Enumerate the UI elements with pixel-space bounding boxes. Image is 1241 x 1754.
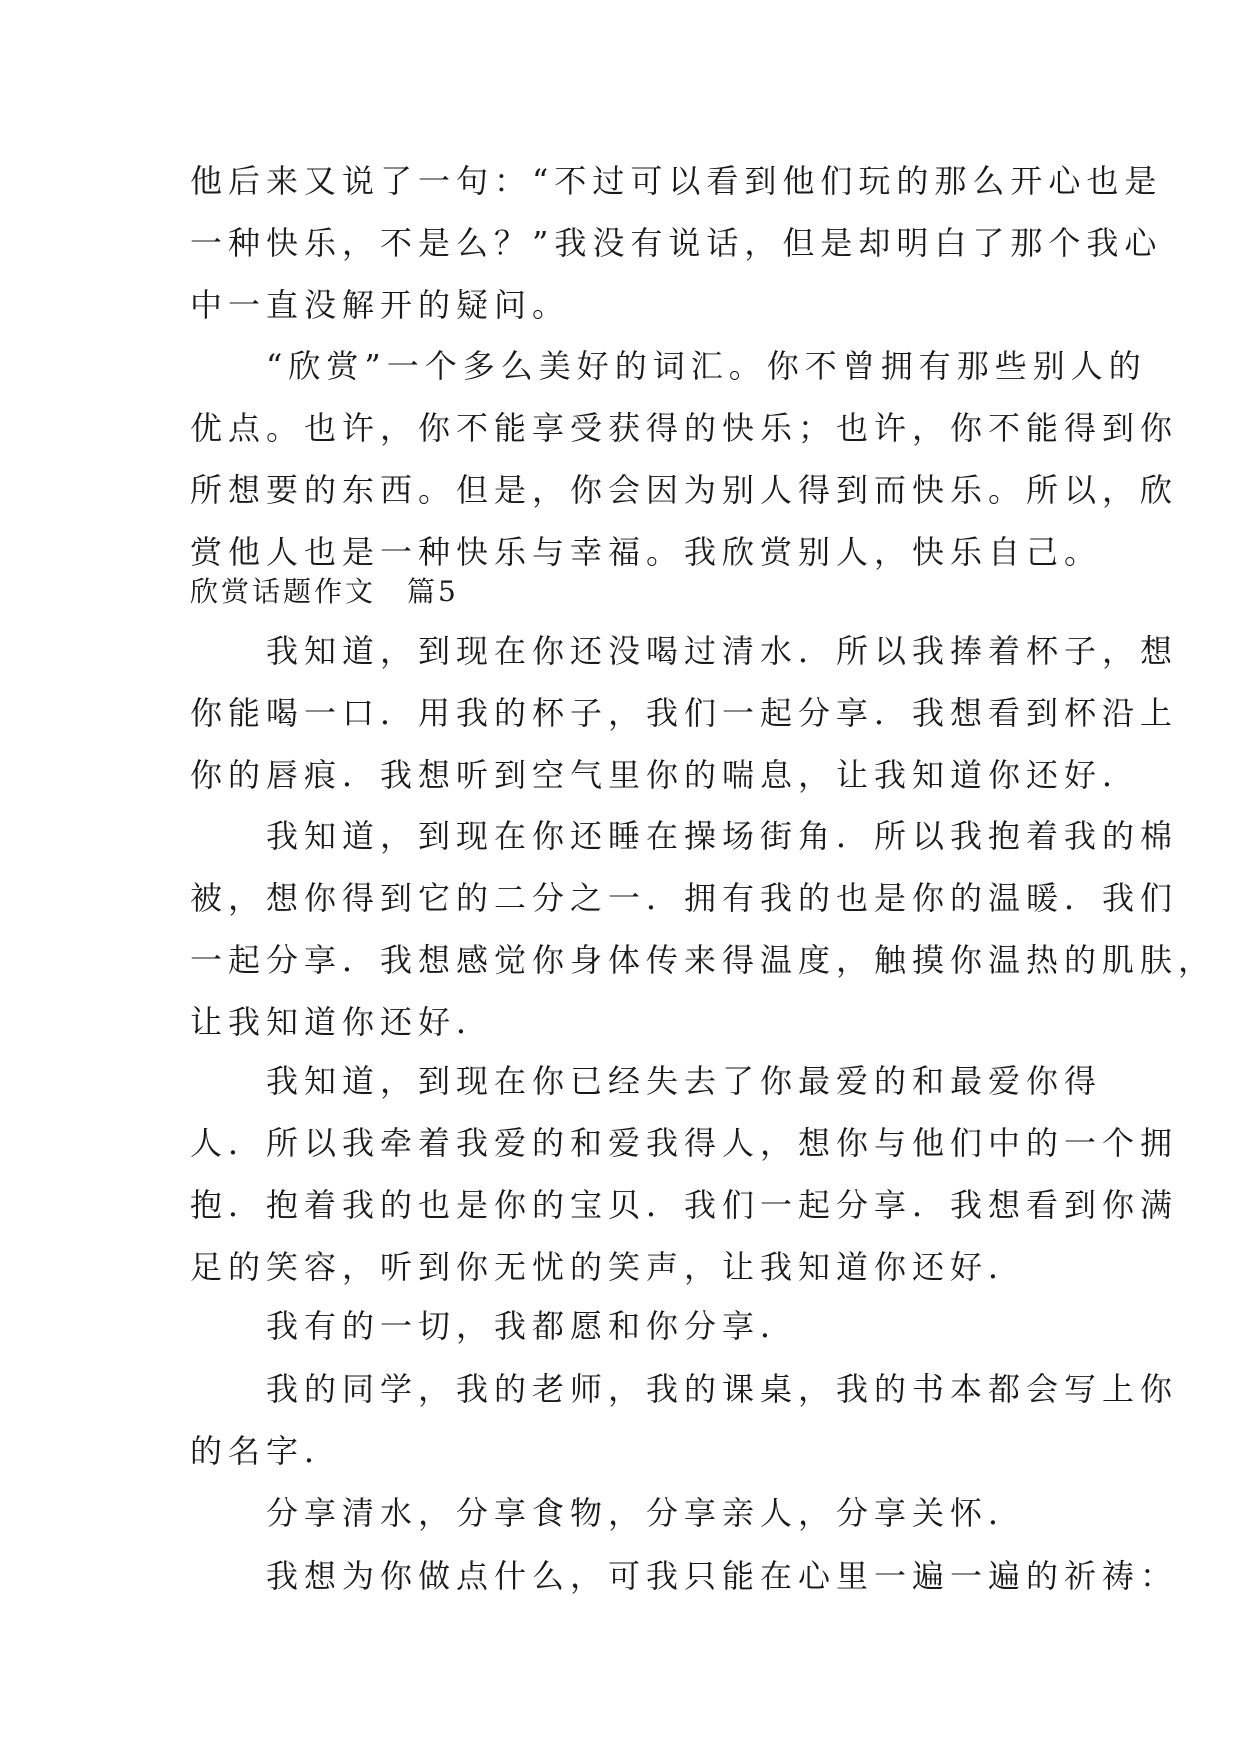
text-line: 我有的一切，我都愿和你分享． bbox=[190, 1307, 799, 1345]
body-paragraph bbox=[190, 1358, 1179, 1482]
text-line: 我知道，到现在你已经失去了你最爱的和最爱你得 bbox=[190, 1062, 1103, 1100]
text-line: 你能喝一口．用我的杯子，我们一起分享．我想看到杯沿上 bbox=[190, 694, 1179, 732]
body-paragraph bbox=[190, 1050, 1179, 1298]
text-line: 让我知道你还好． bbox=[190, 1003, 495, 1041]
text-line: 我想为你做点什么，可我只能在心里一遍一遍的祈祷： bbox=[190, 1557, 1179, 1595]
text-line: 我知道，到现在你还没喝过清水．所以我捧着杯子，想 bbox=[190, 632, 1179, 670]
text-line: 我的同学，我的老师，我的课桌，我的书本都会写上你 bbox=[190, 1370, 1179, 1408]
section-heading: 欣赏话题作文 篇5 bbox=[190, 575, 459, 608]
text-line: 中一直没解开的疑问。 bbox=[190, 286, 571, 324]
paragraph-appreciation bbox=[190, 335, 1179, 583]
text-line: 抱．抱着我的也是你的宝贝．我们一起分享．我想看到你满 bbox=[190, 1186, 1179, 1224]
text-line: 一起分享．我想感觉你身体传来得温度，触摸你温热的肌肤， bbox=[190, 941, 1217, 979]
text-line: 优点。也许，你不能享受获得的快乐；也许，你不能得到你 bbox=[190, 409, 1179, 447]
text-line: 一种快乐，不是么？”我没有说话，但是却明白了那个我心 bbox=[190, 224, 1163, 262]
text-line: “欣赏”一个多么美好的词汇。你不曾拥有那些别人的 bbox=[190, 347, 1147, 385]
paragraph-continuation bbox=[190, 150, 1163, 336]
text-line: 分享清水，分享食物，分享亲人，分享关怀． bbox=[190, 1494, 1027, 1532]
body-paragraph bbox=[190, 1482, 1055, 1544]
text-line: 被，想你得到它的二分之一．拥有我的也是你的温暖．我们 bbox=[190, 879, 1179, 917]
body-paragraph bbox=[190, 620, 1179, 806]
text-line: 我知道，到现在你还睡在操场街角．所以我抱着我的棉 bbox=[190, 817, 1179, 855]
text-line: 他后来又说了一句：“不过可以看到他们玩的那么开心也是 bbox=[190, 162, 1163, 200]
text-line: 你的唇痕．我想听到空气里你的喘息，让我知道你还好． bbox=[190, 756, 1141, 794]
body-paragraph bbox=[190, 1295, 1055, 1357]
text-line: 人．所以我牵着我爱的和爱我得人，想你与他们中的一个拥 bbox=[190, 1124, 1179, 1162]
text-line: 所想要的东西。但是，你会因为别人得到而快乐。所以，欣 bbox=[190, 471, 1179, 509]
text-line: 赏他人也是一种快乐与幸福。我欣赏别人，快乐自己。 bbox=[190, 533, 1103, 571]
text-line: 足的笑容，听到你无忧的笑声，让我知道你还好． bbox=[190, 1248, 1027, 1286]
body-paragraph bbox=[190, 805, 1217, 1053]
body-paragraph bbox=[190, 1545, 1179, 1607]
text-line: 的名字． bbox=[190, 1432, 343, 1470]
